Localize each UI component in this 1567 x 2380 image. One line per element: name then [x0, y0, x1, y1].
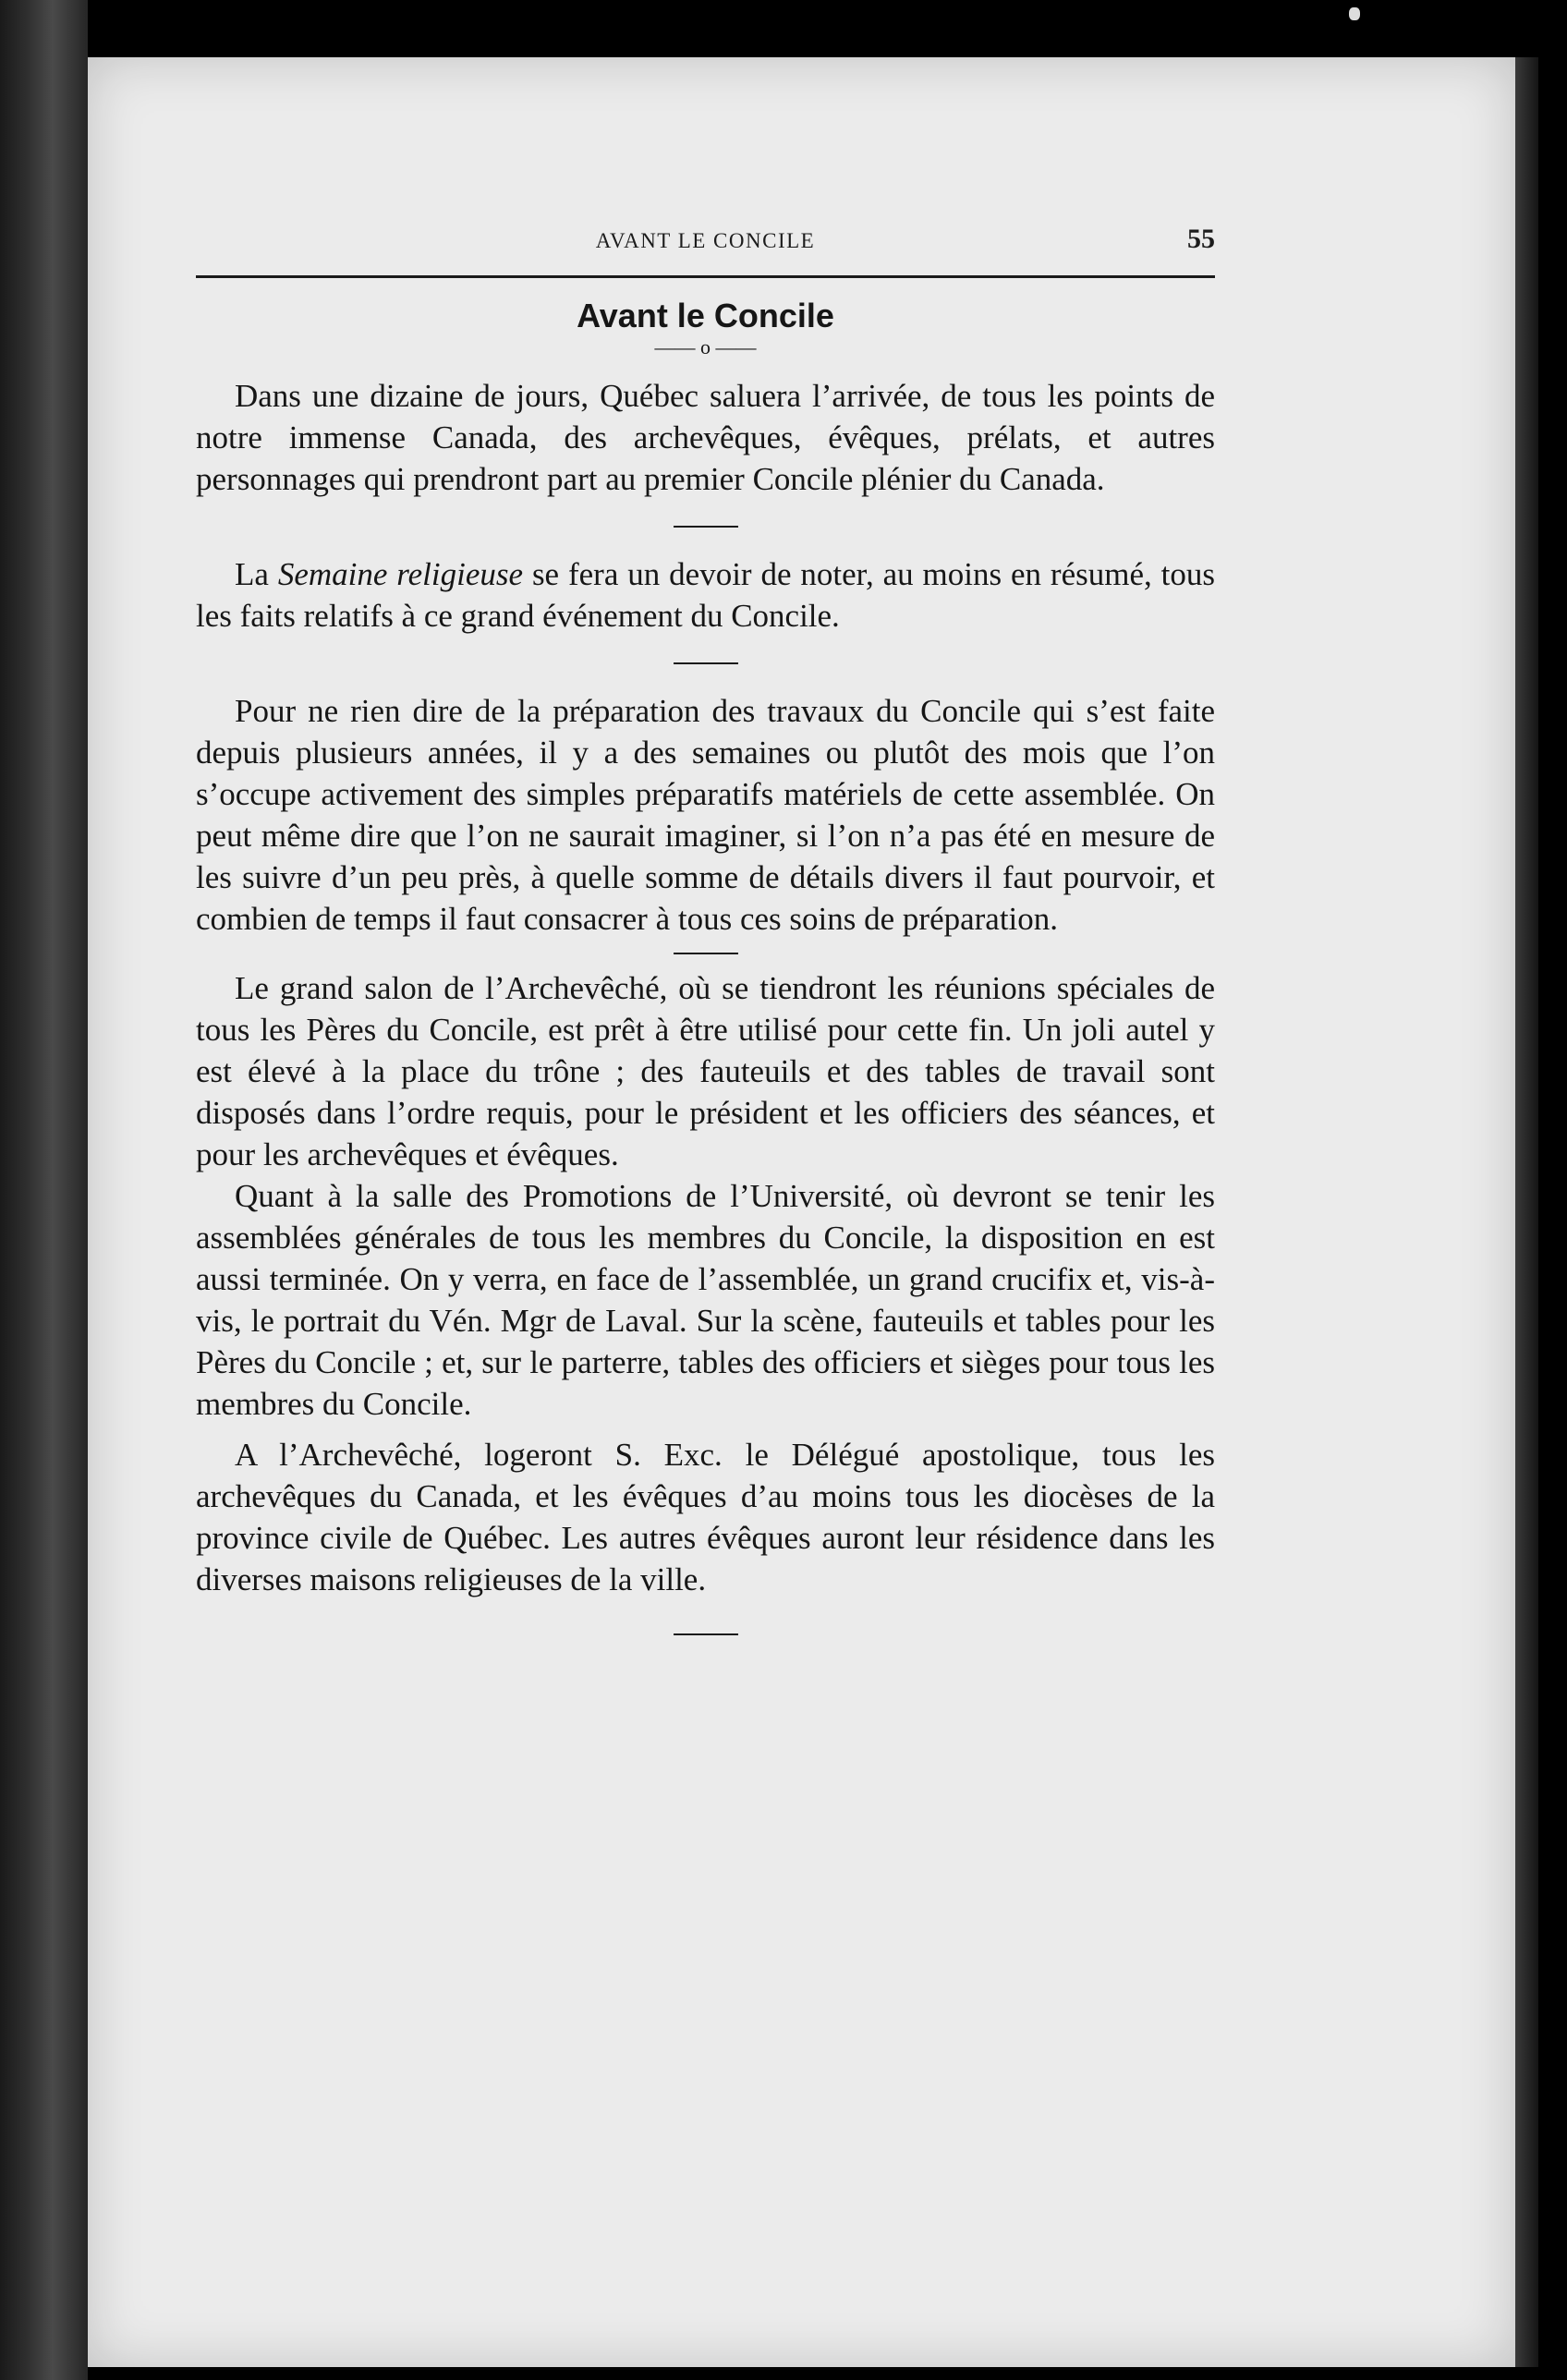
- section-separator: [674, 662, 738, 664]
- paragraph-2-space: [523, 556, 532, 592]
- article-title: Avant le Concile: [577, 297, 834, 334]
- end-separator: [674, 1633, 738, 1635]
- journal-title: Semaine religieuse: [277, 556, 524, 592]
- running-title: AVANT LE CONCILE: [595, 229, 816, 252]
- paragraph-gap: [196, 1425, 1215, 1434]
- section-separator: [674, 953, 738, 954]
- scan-speck: [1349, 7, 1360, 20]
- paragraph-3: Pour ne rien dire de la préparation des travaux du Concile qui s’est faite depuis plusieurs années, il y a des semaines ou plutôt des mois que l’on s’occupe activement des simples préparatifs matériels de cette assemblée. On peut même dire que l’on ne saurait imaginer, si l’on n’a pas été en mesure de les suivre d’un peu près, à quelle somme de détails divers il faut pourvoir, et combien de temps il faut consacrer à tous ces soins de préparation.: [196, 693, 1215, 937]
- left-page-edge: [0, 0, 88, 2380]
- article-body: [196, 288, 1215, 1656]
- title-ornament: —— o ——: [654, 335, 757, 358]
- running-head: [196, 224, 1215, 266]
- page-number: 55: [1187, 224, 1215, 254]
- header-rule: [196, 275, 1215, 278]
- right-page-edge: [1515, 57, 1538, 2367]
- paragraph-1: Dans une dizaine de jours, Québec saluera l’arrivée, de tous les points de notre immense Canada, des archevêques, évêques, prélats, et autres personnages qui prendront part au premier Concile plénier du Canada.: [196, 378, 1215, 497]
- paragraph-5: Quant à la salle des Promotions de l’Université, où devront se tenir les assemblées générales de tous les membres du Concile, la disposition en est aussi terminée. On y verra, en face de l’assemblée, un grand crucifix et, vis-à-vis, le portrait du Vén. Mgr de Laval. Sur la scène, fauteuils et tables pour les Pères du Concile ; et, sur le parterre, tables des officiers et sièges pour tous les membres du Concile.: [196, 1178, 1215, 1422]
- paragraph-6: A l’Archevêché, logeront S. Exc. le Délégué apostolique, tous les archevêques du Canada, et les évêques d’au moins tous les diocèses de la province civile de Québec. Les autres évêques auront leur résidence dans les diverses maisons religieuses de la ville.: [196, 1437, 1215, 1597]
- paragraph-2-prefix: La: [235, 556, 278, 592]
- paragraph-2: [196, 553, 1215, 637]
- paragraph-4: Le grand salon de l’Archevêché, où se tiendront les réunions spéciales de tous les Pères du Concile, est prêt à être utilisé pour cette fin. Un joli autel y est élevé à la place du trône ; des fauteuils et des tables de travail sont disposés dans l’ordre requis, pour le président et les officiers des séances, et pour les archevêques et évêques.: [196, 970, 1215, 1172]
- paragraph-2-text: se fera un devoir de noter, au moins en résumé, tous les faits relatifs à ce grand événement du Concile.: [196, 556, 1216, 634]
- section-separator: [674, 526, 738, 528]
